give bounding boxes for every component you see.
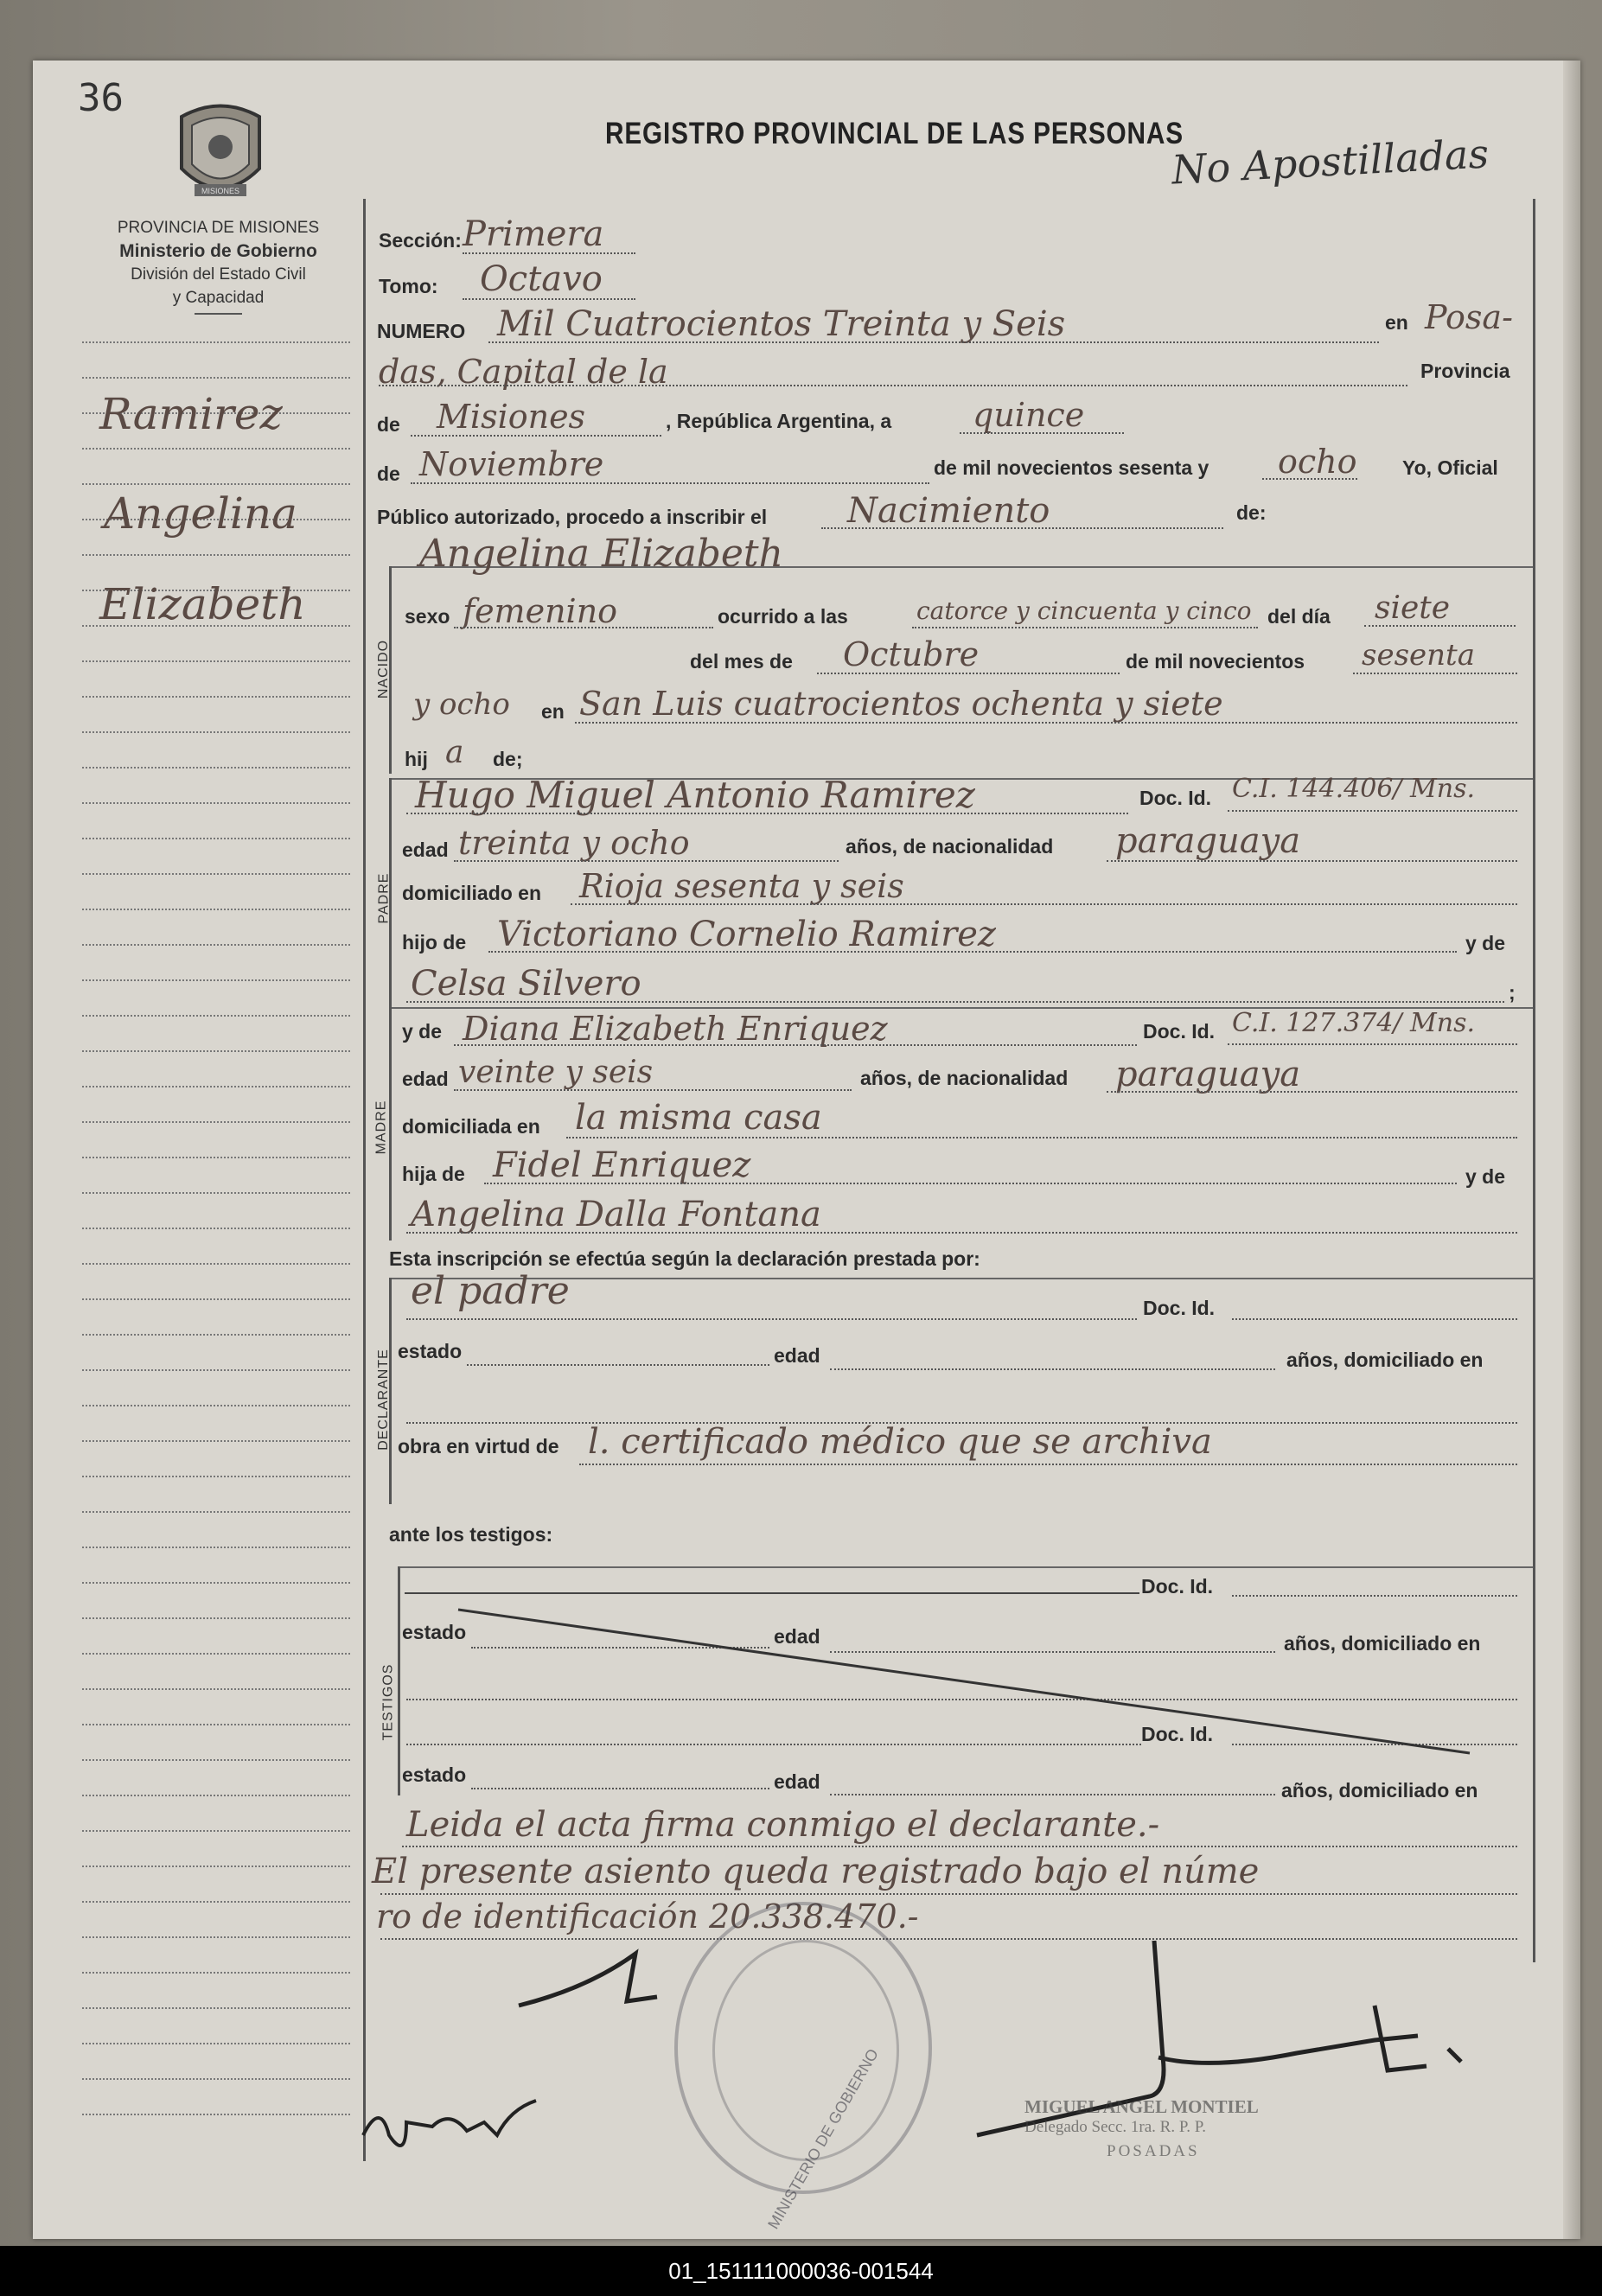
ante-testigos-label: ante los testigos: [389, 1523, 553, 1546]
semicolon-label: ; [1509, 981, 1516, 1004]
hij-suffix-value: a [445, 735, 464, 770]
provincia-value: Misiones [437, 398, 586, 436]
dia-value: quince [973, 396, 1085, 434]
division-name: División del Estado Civil [131, 265, 306, 284]
madre-doc-value: C.I. 127.374/ Mns. [1232, 1008, 1476, 1038]
stamp-text: MINISTERIO DE GOBIERNO [764, 2045, 883, 2232]
margin-annotation: No Apostilladas [1170, 130, 1490, 194]
anio-nac-value-1: sesenta [1362, 638, 1475, 673]
closing-line-1: Leida el acta firma conmigo el declarante.- [406, 1805, 1160, 1845]
padre-y-de-label: y de [1465, 932, 1506, 954]
province-name: PROVINCIA DE MISIONES [117, 219, 320, 237]
margin-firstname: Angelina [104, 488, 297, 539]
republica-label: , República Argentina, a [666, 410, 892, 432]
madre-abuela-y-de-label: y de [1465, 1165, 1506, 1188]
madre-edad-label: edad [402, 1068, 449, 1090]
document-title: REGISTRO PROVINCIAL DE LAS PERSONAS [605, 117, 1184, 150]
en-label: en [1385, 311, 1408, 334]
del-mes-label: del mes de [690, 650, 793, 673]
obra-value: l. certificado médico que se archiva [588, 1422, 1212, 1462]
acto-value: Nacimiento [847, 491, 1050, 531]
page-number: 36 [78, 76, 124, 120]
en-nac-label: en [541, 700, 565, 723]
seal-text: MISIONES [201, 187, 240, 195]
declaracion-label: Esta inscripción se efectúa según la declaración prestada por: [389, 1247, 980, 1270]
hij-label: hij [405, 748, 428, 770]
side-label-padre: PADRE [376, 872, 392, 924]
side-label-nacido: NACIDO [376, 639, 392, 699]
signer-place: POSADAS [1107, 2142, 1200, 2160]
madre-doc-label: Doc. Id. [1143, 1020, 1216, 1043]
tomo-value: Octavo [480, 259, 603, 299]
declarante-value: el padre [411, 1269, 570, 1313]
declarante-estado-label: estado [398, 1340, 463, 1362]
declarante-signature-icon [519, 1954, 657, 2006]
lugar-value: San Luis cuatrocientos ochenta y siete [579, 685, 1223, 723]
testigo1-estado-label: estado [402, 1621, 467, 1643]
testigo1-doc-label: Doc. Id. [1141, 1575, 1214, 1598]
madre-edad-value: veinte y seis [458, 1055, 654, 1090]
testigo2-doc-label: Doc. Id. [1141, 1723, 1214, 1745]
testigo1-edad-label: edad [774, 1625, 820, 1648]
padre-edad-value: treinta y ocho [458, 824, 690, 862]
numero-label: NUMERO [377, 320, 466, 342]
side-label-testigos: TESTIGOS [380, 1663, 396, 1741]
margin-middlename: Elizabeth [99, 579, 306, 629]
testigo1-dom-label: años, domiciliado en [1284, 1632, 1481, 1655]
padre-nac-value: paraguaya [1115, 821, 1301, 861]
mil-novecientos-label: de mil novecientos sesenta y [934, 456, 1209, 479]
publico-label: Público autorizado, procedo a inscribir el [377, 506, 768, 528]
padre-value: Hugo Miguel Antonio Ramirez [415, 774, 975, 816]
nombre-value: Angelina Elizabeth [419, 532, 783, 576]
anio-value: ocho [1278, 443, 1357, 481]
dia-nac-value: siete [1375, 590, 1451, 626]
declarante-doc-label: Doc. Id. [1143, 1297, 1216, 1319]
testigo2-dom-label: años, domiciliado en [1281, 1779, 1478, 1802]
side-label-declarante: DECLARANTE [375, 1349, 391, 1451]
closing-line-3: ro de identificación 20.338.470.- [376, 1897, 919, 1936]
initial-mark-icon [1448, 2049, 1461, 2062]
padre-doc-value: C.I. 144.406/ Mns. [1232, 774, 1476, 804]
madre-dom-label: domiciliada en [402, 1115, 540, 1138]
yo-oficial-label: Yo, Oficial [1402, 456, 1498, 479]
abuelo-p-value: Victoriano Cornelio Ramirez [497, 915, 996, 954]
obra-label: obra en virtud de [398, 1435, 559, 1457]
anio-nac-value-2: y ocho [413, 687, 510, 722]
sexo-label: sexo [405, 605, 450, 628]
madre-dom-value: la misma casa [575, 1098, 822, 1138]
padre-doc-label: Doc. Id. [1139, 787, 1212, 809]
signer-name: MIGUEL ANGEL MONTIEL [1024, 2096, 1259, 2117]
abuela-m-value: Angelina Dalla Fontana [411, 1195, 821, 1234]
signer-role: Delegado Secc. 1ra. R. P. P. [1024, 2118, 1207, 2136]
sexo-value: femenino [463, 592, 618, 630]
en-value-2: das, Capital de la [379, 353, 668, 391]
madre-y-de-label: y de [402, 1020, 443, 1043]
abuela-p-value: Celsa Silvero [411, 964, 641, 1004]
de-colon-label: de: [1236, 501, 1267, 524]
declarante-edad-label: edad [774, 1344, 820, 1367]
hija-de-label: hija de [402, 1163, 465, 1185]
seccion-label: Sección: [379, 229, 462, 252]
padre-nac-label: años, de nacionalidad [846, 835, 1054, 858]
ministry-name: Ministerio de Gobierno [119, 241, 317, 261]
testigo2-estado-label: estado [402, 1763, 467, 1786]
de2-label: de [377, 462, 400, 485]
madre-value: Diana Elizabeth Enriquez [463, 1010, 888, 1048]
closing-line-2: El presente asiento queda registrado bajo el núme [372, 1852, 1260, 1891]
de-label: de [377, 413, 400, 436]
testigo2-edad-label: edad [774, 1770, 820, 1793]
ocurrido-label: ocurrido a las [718, 605, 848, 628]
de-semicolon-label: de; [493, 748, 523, 770]
mes-value: Noviembre [419, 445, 604, 483]
provincia-label: Provincia [1420, 360, 1510, 382]
padre-dom-label: domiciliado en [402, 882, 542, 904]
margin-surname: Ramirez [99, 389, 283, 439]
padre-dom-value: Rioja sesenta y seis [579, 867, 904, 905]
image-caption: 01_151111000036-001544 [0, 2246, 1602, 2296]
seccion-value: Primera [463, 214, 604, 254]
numero-value: Mil Cuatrocientos Treinta y Seis [497, 304, 1066, 344]
en-value-1: Posa- [1425, 298, 1513, 336]
mes-nac-value: Octubre [843, 635, 980, 673]
tomo-label: Tomo: [379, 275, 438, 297]
del-dia-label: del día [1267, 605, 1331, 628]
abuelo-m-value: Fidel Enriquez [493, 1145, 751, 1185]
capacity-line: y Capacidad [172, 289, 265, 307]
side-label-madre: MADRE [373, 1100, 389, 1155]
margin-signature-icon [363, 2101, 536, 2146]
madre-nac-value: paraguaya [1115, 1055, 1301, 1094]
padre-edad-label: edad [402, 839, 449, 861]
madre-nac-label: años, de nacionalidad [860, 1067, 1069, 1089]
hijo-de-label: hijo de [402, 931, 467, 953]
hora-value: catorce y cincuenta y cinco [916, 596, 1252, 625]
declarante-dom-label: años, domiciliado en [1286, 1349, 1484, 1371]
de-mil-nov-label: de mil novecientos [1126, 650, 1305, 673]
